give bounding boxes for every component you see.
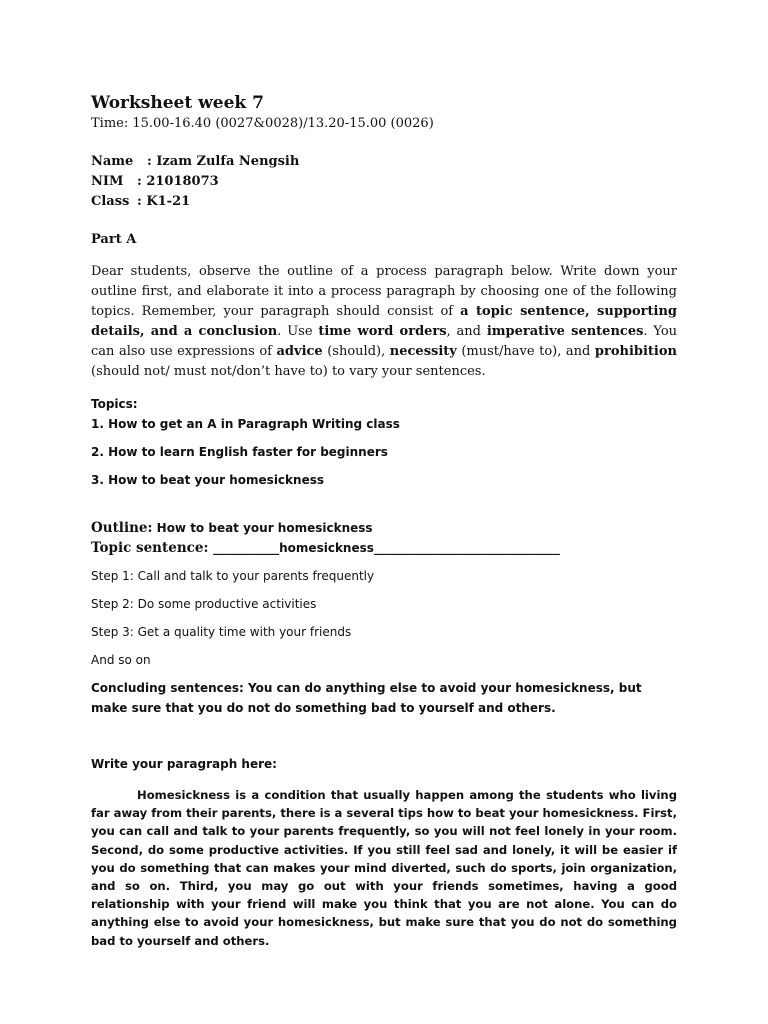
outline-title: How to beat your homesickness — [152, 521, 373, 535]
instr-bold-4: advice — [276, 344, 323, 359]
instr-bold-1: a topic sentence, supporting details, and a conclusion — [91, 304, 677, 339]
outline-step-2: Step 2: Do some productive activities — [91, 597, 317, 611]
class-row — [91, 192, 677, 212]
part-a-instructions — [91, 262, 677, 382]
instr-bold-3: imperative sentences — [486, 324, 644, 339]
name-label: Name — [91, 154, 134, 169]
class-value: : K1-21 — [137, 194, 191, 209]
outline-label: Outline: — [91, 520, 153, 536]
concluding-sentences: Concluding sentences: You can do anything else to avoid your homesickness, but make sure that you do not do something bad to yourself and others. — [91, 681, 642, 715]
topic-sentence-label: Topic sentence: — [91, 540, 214, 556]
instr-text-6: (must/have to), and — [456, 344, 595, 359]
instr-text-5: (should), — [322, 344, 390, 359]
instr-text-7: (should not/ must not/don’t have to) to vary your sentences. — [91, 364, 486, 379]
instr-bold-2: time word orders — [318, 324, 447, 339]
name-value: : Izam Zulfa Nengsih — [147, 154, 300, 169]
outline-step-3: Step 3: Get a quality time with your friends — [91, 625, 352, 639]
part-a-heading: Part A — [91, 232, 137, 247]
nim-value: : 21018073 — [137, 174, 219, 189]
topic-item-2: 2. How to learn English faster for beginners — [91, 445, 388, 459]
class-label: Class — [91, 194, 130, 209]
instr-bold-5: necessity — [389, 344, 457, 359]
nim-row — [91, 172, 677, 192]
topic-item-3: 3. How to beat your homesickness — [91, 473, 324, 487]
nim-label: NIM — [91, 174, 124, 189]
instr-text-2: . Use — [277, 324, 319, 339]
topic-item-1: 1. How to get an A in Paragraph Writing class — [91, 417, 400, 431]
topic-sentence-value: ___________homesickness_______________________________ — [213, 541, 560, 555]
worksheet-page — [91, 92, 677, 950]
instr-bold-6: prohibition — [594, 344, 677, 359]
answer-heading: Write your paragraph here: — [91, 757, 277, 771]
name-row — [91, 152, 677, 172]
worksheet-title: Worksheet week 7 — [91, 93, 264, 113]
time-line: Time: 15.00-16.40 (0027&0028)/13.20-15.00 (0026) — [91, 116, 434, 131]
instr-text-3: , and — [446, 324, 487, 339]
topic-sentence-row — [91, 538, 677, 558]
topics-heading: Topics: — [91, 397, 138, 411]
outline-and-so-on: And so on — [91, 653, 151, 667]
instr-text-1: Dear students, observe the outline of a process paragraph below. Write down your outline first, and elaborate it into a process paragraph by choosing one of the following topics. Remember, your paragraph should consist of — [91, 264, 677, 319]
outline-step-1: Step 1: Call and talk to your parents frequently — [91, 569, 375, 583]
outline-heading — [91, 518, 677, 538]
instr-text-4: . You can also use expressions of — [91, 324, 678, 359]
answer-paragraph: Homesickness is a condition that usually happen among the students who living far away from their parents, there is a several tips how to beat your homesickness. First, you can call and talk to your parents frequently, so you will not feel lonely in your room. Second, do some productive activities. If you still feel sad and lonely, it will be easier if you do something that can makes your mind diverted, such do sports, join organization, and so on. Third, you may go out with your friends sometimes, having a good relationship with your friend will make you think that you are not alone. You can do anything else to avoid your homesickness, but make sure that you do not do something bad to yourself and others. — [91, 788, 677, 948]
